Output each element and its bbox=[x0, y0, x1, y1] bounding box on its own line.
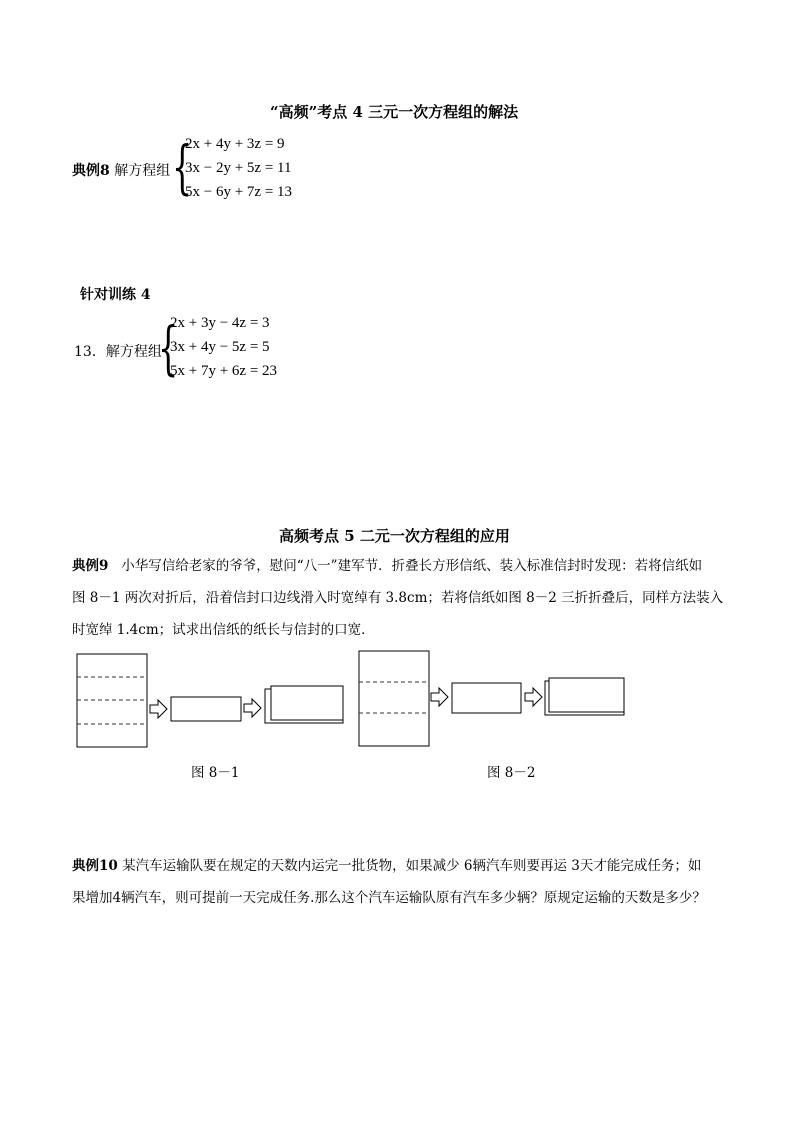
equation: 5x + 7y + 6z = 23 bbox=[170, 363, 278, 379]
equation: 2x + 4y + 3z = 9 bbox=[185, 136, 285, 152]
arrow-right-icon bbox=[525, 688, 542, 706]
equation: 5x − 6y + 7z = 13 bbox=[185, 184, 293, 200]
example-9-line: 小华写信给老家的爷爷，慰问“八一”建军节．折叠长方形信纸、装入标准信封时发现：若将信纸如 bbox=[121, 558, 703, 574]
example-9-line: 时宽绰 1.4cm；试求出信纸的纸长与信封的口宽． bbox=[72, 622, 375, 638]
example-9-line: 图 8－1 两次对折后，沿着信封口边线滑入时宽绰有 3.8cm；若将信纸如图 8－2 三折折叠后，同样方法装入 bbox=[72, 590, 724, 606]
section-4-title: “高频”考点 4 三元一次方程组的解法 bbox=[270, 103, 519, 121]
equation: 2x + 3y − 4z = 3 bbox=[170, 315, 270, 331]
letter-paper bbox=[359, 651, 429, 746]
training-4-label: 针对训练 4 bbox=[80, 287, 151, 303]
system-brace: { bbox=[158, 314, 179, 382]
example-8-text: 解方程组 bbox=[114, 163, 171, 179]
figure-8-1-caption: 图 8－1 bbox=[191, 765, 240, 781]
figure-8-2-caption: 图 8－2 bbox=[487, 765, 536, 781]
example-9-label: 典例9 bbox=[72, 558, 109, 574]
example-10-line: 果增加4辆汽车，则可提前一天完成任务.那么这个汽车运输队原有汽车多少辆？原规定运输的天数是多少？ bbox=[72, 890, 706, 906]
example-10-label: 典例10 bbox=[72, 858, 118, 874]
example-10-paragraph bbox=[72, 850, 732, 914]
example-8-label: 典例8 bbox=[72, 163, 110, 179]
folded-paper bbox=[452, 683, 521, 713]
example-10-line: 某汽车运输队要在规定的天数内运完一批货物，如果减少 6辆汽车则要再运 3天才能完成任务；如 bbox=[122, 858, 702, 874]
equation: 3x − 2y + 5z = 11 bbox=[185, 160, 292, 176]
problem-13-text: 13．解方程组 bbox=[74, 344, 162, 360]
section-5-title: 高频考点 5 二元一次方程组的应用 bbox=[279, 527, 510, 545]
equation: 3x + 4y − 5z = 5 bbox=[170, 339, 270, 355]
system-brace: { bbox=[172, 133, 193, 201]
arrow-right-icon bbox=[431, 688, 448, 706]
